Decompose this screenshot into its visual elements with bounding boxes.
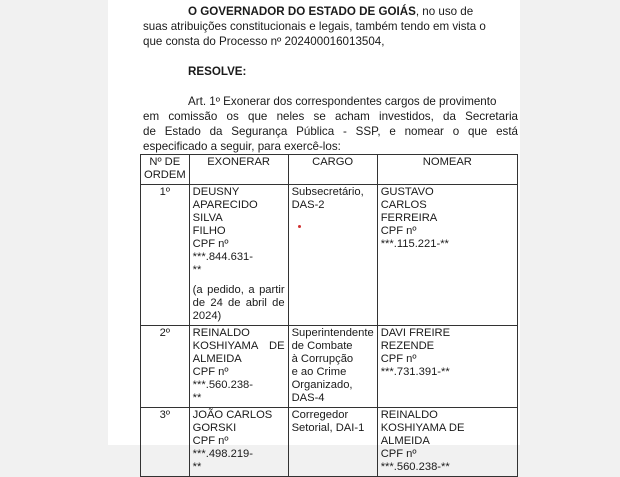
header-line-3: que consta do Processo nº 202400016013504,	[143, 35, 385, 48]
header-line-2: suas atribuições constitucionais e legais, também tendo em vista o	[143, 20, 486, 33]
row-ordem: 1º	[141, 185, 190, 326]
red-mark	[298, 225, 301, 228]
row-nomear: GUSTAVO CARLOS FERREIRA CPF nº ***.115.221-**	[377, 185, 517, 326]
document-page	[108, 0, 520, 473]
resolve-heading: RESOLVE:	[188, 65, 247, 78]
row-cargo: Corregedor Setorial, DAI-1	[288, 408, 377, 477]
row-nomear: DAVI FREIRE REZENDE CPF nº ***.731.391-**	[377, 326, 517, 408]
header-ordem: Nº DE ORDEM	[141, 155, 190, 185]
row-ordem: 3º	[141, 408, 190, 477]
header-cargo: CARGO	[288, 155, 377, 185]
article-line-1: Art. 1º Exonerar dos correspondentes cargos de provimento	[188, 95, 497, 108]
governor-title: O GOVERNADOR DO ESTADO DE GOIÁS	[188, 5, 416, 18]
table-row	[141, 185, 518, 326]
row-nomear: REINALDO KOSHIYAMA DE ALMEIDA CPF nº ***.560.238-**	[377, 408, 517, 477]
header-line-1-rest: , no uso de	[415, 5, 474, 18]
header-exonerar: EXONERAR	[189, 155, 288, 185]
article-line-3: de Estado da Segurança Pública - SSP, e nomear o que está	[143, 125, 518, 138]
row-cargo: Superintendente de Combate à Corrupção e ao Crime Organizado, DAS-4	[288, 326, 377, 408]
table-row	[141, 408, 518, 477]
header-nomear: NOMEAR	[377, 155, 517, 185]
appointments-table	[140, 154, 518, 477]
article-line-2: em comissão os que neles se acham investidos, da Secretaria	[143, 110, 518, 123]
table-header-row	[141, 155, 518, 185]
row-ordem: 2º	[141, 326, 190, 408]
table-row	[141, 326, 518, 408]
row-exonerar: REINALDO KOSHIYAMA DE ALMEIDA CPF nº ***.560.238- **	[189, 326, 288, 408]
row-exonerar: JOÃO CARLOS GORSKI CPF nº ***.498.219- **	[189, 408, 288, 477]
row-exonerar: DEUSNY APARECIDO SILVA FILHO CPF nº ***.844.631- ** (a pedido, a partir de 24 de abril de 2024)	[189, 185, 288, 326]
exoneration-note: (a pedido, a partir	[192, 284, 285, 296]
article-line-4: especificado a seguir, para exercê-los:	[143, 140, 341, 153]
header-line-1	[188, 5, 473, 19]
row-cargo: Subsecretário, DAS-2	[288, 185, 377, 326]
